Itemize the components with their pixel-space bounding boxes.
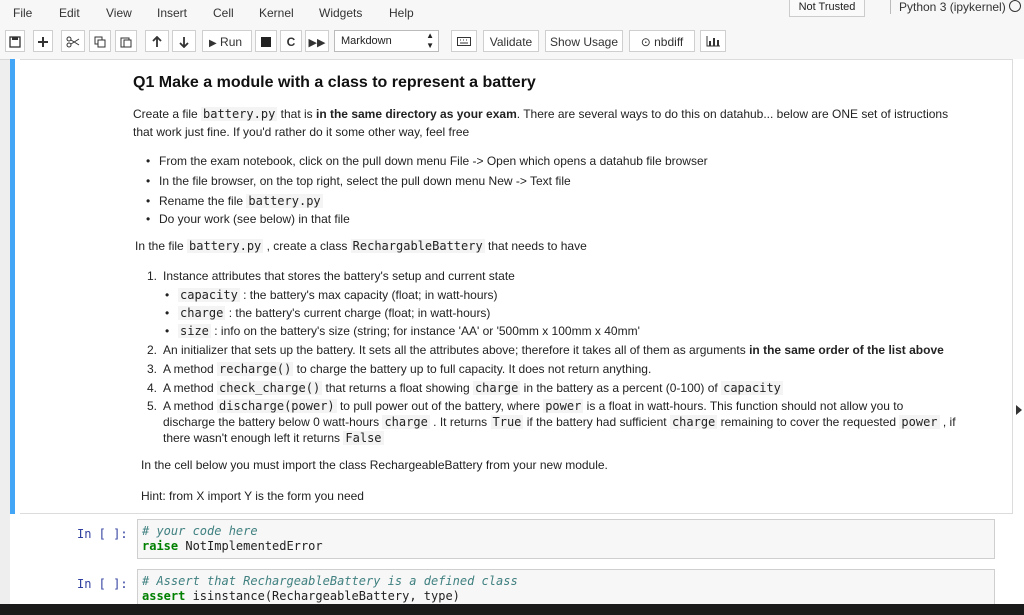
- run-button[interactable]: [202, 30, 252, 52]
- save-icon: [9, 36, 21, 48]
- keyboard-icon: [457, 37, 471, 46]
- list-item: 2. An initializer that sets up the battery. It sets all the attributes above; therefore it takes all of them as arguments in the same order of the list above: [147, 343, 944, 357]
- menu-help[interactable]: Help: [389, 6, 414, 20]
- list-item: 4. A method check_charge() that returns a float showing charge in the battery as a percent (0-100) of capacity: [147, 381, 781, 395]
- resource-usage-button[interactable]: [700, 30, 726, 52]
- code-line: assert isinstance(RechargeableBattery, type): [142, 589, 460, 603]
- bar-chart-icon: [706, 36, 720, 47]
- cell-type-select[interactable]: [334, 30, 439, 52]
- mouse-cursor-icon: [1016, 405, 1022, 415]
- copy-icon: [94, 36, 106, 48]
- stop-icon: [261, 37, 271, 47]
- intro-line-1: Create a file battery.py that is in the same directory as your exam. There are several ways to do this on datahub... below are ONE set of istructions: [133, 107, 949, 121]
- restart-run-all-button[interactable]: [305, 30, 329, 52]
- question-title: Q1 Make a module with a class to represent a battery: [133, 74, 536, 91]
- menu-kernel[interactable]: Kernel: [259, 6, 294, 20]
- toolbar: [0, 27, 1024, 60]
- list-item: • From the exam notebook, click on the pull down menu File -> Open which opens a datahub file browser: [146, 154, 708, 168]
- list-item: 5. A method discharge(power) to pull power out of the battery, where power is a float in watt-hours. This function should not allow you to discharge the battery below 0 watt-hours charge . It returns True if the battery had sufficient charge remaining to cover the requested power , if there wasn't enough left it returns False: [147, 399, 956, 445]
- cut-button[interactable]: [61, 30, 85, 52]
- instructions-list: [146, 153, 708, 229]
- play-icon: ▶: [209, 38, 217, 49]
- list-item: • capacity : the battery's max capacity (float; in watt-hours): [165, 288, 498, 302]
- nbdiff-label: nbdiff: [654, 35, 684, 49]
- code-line: # Assert that RechargeableBattery is a defined class: [142, 574, 518, 588]
- restart-icon: C: [286, 35, 296, 49]
- chevron-up-down-icon: ▲ ▼: [426, 31, 434, 50]
- menu-view[interactable]: View: [106, 6, 132, 20]
- code-cell[interactable]: [10, 517, 1008, 563]
- screen-bottom-edge: [0, 604, 1024, 615]
- paste-button[interactable]: [115, 30, 137, 52]
- move-up-button[interactable]: [145, 30, 169, 52]
- fast-forward-icon: ▶▶: [308, 37, 326, 49]
- arrow-down-icon: [178, 36, 190, 48]
- code-line: raise NotImplementedError: [142, 539, 323, 553]
- list-item: • In the file browser, on the top right, select the pull down menu New -> Text file: [146, 174, 571, 188]
- list-item: • size : info on the battery's size (string; for instance 'AA' or '500mm x 100mm x 40mm': [165, 324, 640, 338]
- code-editor[interactable]: [137, 519, 995, 559]
- trusted-badge[interactable]: Not Trusted: [789, 0, 865, 17]
- code-cell[interactable]: [10, 567, 1008, 607]
- hint-text: Hint: from X import Y is the form you need: [141, 489, 364, 503]
- menubar: [0, 0, 1024, 28]
- menu-insert[interactable]: Insert: [157, 6, 188, 20]
- clock-icon: ⊙: [640, 35, 651, 49]
- input-prompt: In [ ]:: [77, 527, 128, 541]
- command-palette-button[interactable]: [451, 30, 477, 52]
- scissors-icon: [66, 36, 80, 48]
- intro-line-2: that work just fine. If you'd rather do it some other way, feel free: [133, 125, 470, 139]
- plus-icon: [37, 36, 49, 48]
- list-item: 1. Instance attributes that stores the battery's setup and current state: [147, 269, 515, 283]
- move-down-button[interactable]: [172, 30, 196, 52]
- show-usage-button[interactable]: Show Usage: [545, 30, 623, 52]
- cell-type-value: Markdown: [341, 35, 392, 47]
- nbdiff-button[interactable]: [629, 30, 695, 52]
- list-item: 3. A method recharge() to charge the battery up to full capacity. It does not return anything.: [147, 362, 652, 376]
- save-button[interactable]: [5, 30, 25, 52]
- list-item: • charge : the battery's current charge (float; in watt-hours): [165, 306, 491, 320]
- markdown-cell[interactable]: [10, 59, 1013, 514]
- code-line: # your code here: [142, 524, 258, 538]
- code-editor[interactable]: [137, 569, 995, 605]
- kernel-name[interactable]: Python 3 (ipykernel): [890, 0, 1006, 14]
- restart-button[interactable]: [280, 30, 302, 52]
- menu-widgets[interactable]: Widgets: [319, 6, 363, 20]
- import-note: In the cell below you must import the class RechargeableBattery from your new module.: [141, 458, 608, 472]
- kernel-status-icon: [1009, 0, 1021, 12]
- paste-icon: [120, 36, 132, 48]
- interrupt-button[interactable]: [255, 30, 277, 52]
- list-item: • Do your work (see below) in that file: [146, 212, 350, 226]
- menu-edit[interactable]: Edit: [59, 6, 80, 20]
- copy-button[interactable]: [89, 30, 111, 52]
- list-item: • Rename the file battery.py: [146, 194, 321, 208]
- input-prompt: In [ ]:: [77, 577, 128, 591]
- menu-file[interactable]: File: [13, 6, 33, 20]
- class-intro: In the file battery.py , create a class RechargableBattery that needs to have: [135, 239, 587, 253]
- notebook-container: [10, 59, 1024, 615]
- requirements-list: [147, 268, 956, 452]
- run-label: Run: [220, 35, 243, 49]
- menu-cell[interactable]: Cell: [213, 6, 234, 20]
- validate-button[interactable]: Validate: [483, 30, 539, 52]
- arrow-up-icon: [151, 36, 163, 48]
- insert-cell-button[interactable]: [33, 30, 53, 52]
